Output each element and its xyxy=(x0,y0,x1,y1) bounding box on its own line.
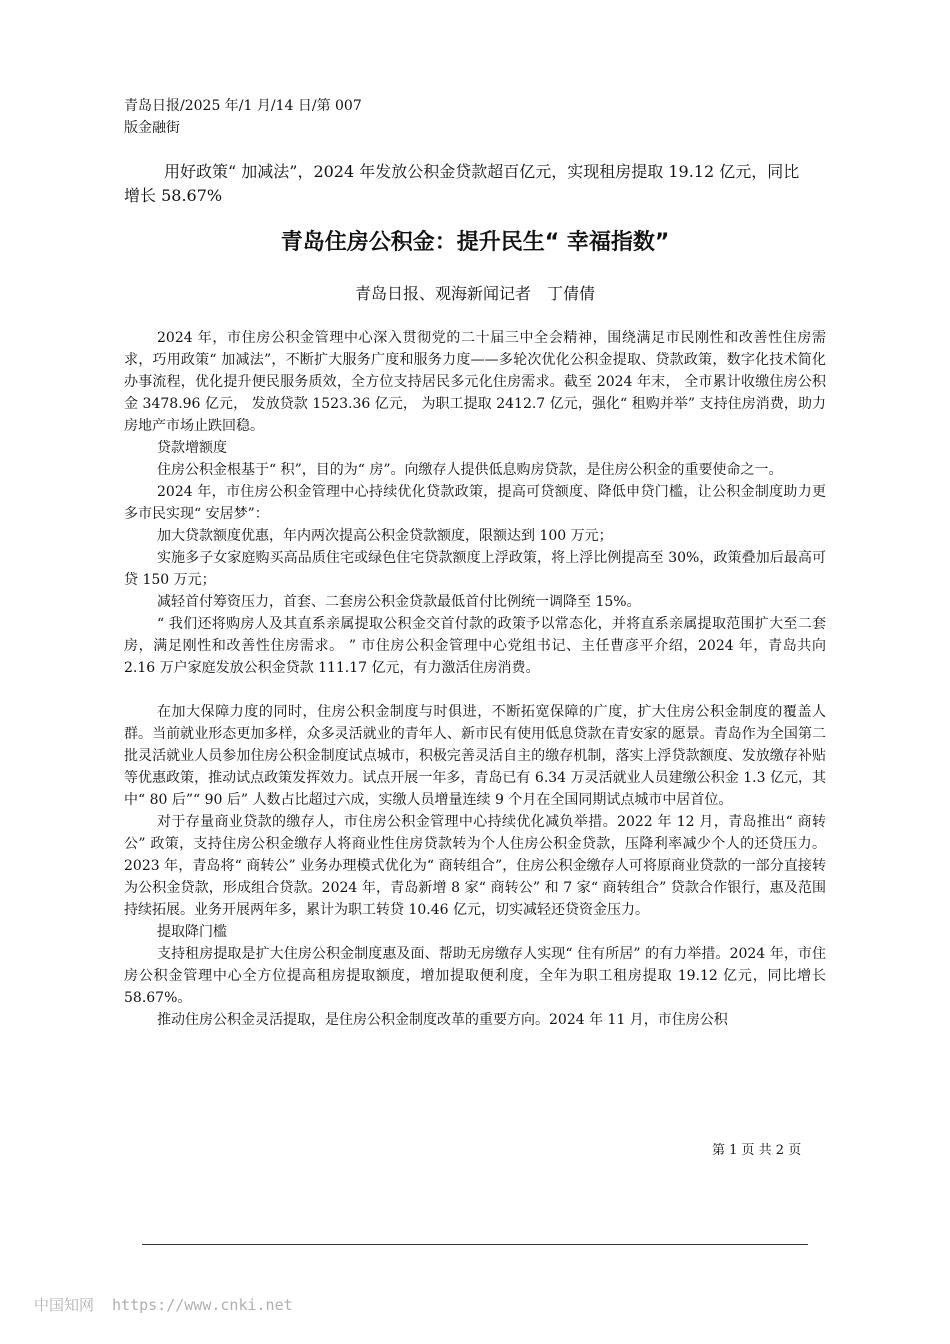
paragraph: 加大贷款额度优惠，年内两次提高公积金贷款额度，限额达到 100 万元； xyxy=(157,528,613,544)
paragraph: 支持租房提取是扩大住房公积金制度惠及面、帮助无房缴存人实现“ 住有所居” 的有力举措。2024 年，市住房公积金管理中心全方位提高租房提取额度，增加提取便利度，全年为职工租房提取 19.12 亿元，同比增长 58.67%。 xyxy=(124,946,826,1006)
page-number: 第 1 页 共 2 页 xyxy=(712,1143,802,1158)
section-heading: 提取降门槛 xyxy=(157,924,227,940)
article-body xyxy=(124,327,826,1031)
paragraph: 推动住房公积金灵活提取，是住房公积金制度改革的重要方向。2024 年 11 月，市住房公积 xyxy=(157,1012,728,1028)
paragraph: 减轻首付筹资压力，首套、二套房公积金贷款最低首付比例统一调降至 15%。 xyxy=(157,594,641,610)
paragraph: 对于存量商业贷款的缴存人，市住房公积金管理中心持续优化减负举措。2022 年 12 月，青岛推出“ 商转公” 政策，支持住房公积金缴存人将商业性住房贷款转为个人住房公积金贷款，压降利率减少个人的还贷压力。2023 年，青岛将“ 商转公” 业务办理模式优化为“ 商转组合”，住房公积金缴存人可将原商业贷款的一部分直接转为公积金贷款，形成组合贷款。2024 年，青岛新增 8 家“ 商转公” 和 7 家“ 商转组合” 贷款合作银行，惠及范围持续拓展。业务开展两年多，累计为职工转贷 10.46 亿元，切实减轻还贷资金压力。 xyxy=(124,814,826,918)
source-info xyxy=(124,95,362,139)
paragraph: 2024 年，市住房公积金管理中心深入贯彻党的二十届三中全会精神，围绕满足市民刚性和改善性住房需求，巧用政策“ 加减法”，不断扩大服务广度和服务力度——多轮次优化公积金提取、贷款政策，数字化技术简化办事流程，优化提升便民服务质效，全方位支持居民多元化住房需求。截至 2024 年末， 全市累计收缴住房公积金 3478.96 亿元， 发放贷款 1523.36 亿元， 为职工提取 2412.7 亿元，强化“ 租购并举” 支持住房消费，助力房地产市场止跌回稳。 xyxy=(124,330,826,434)
source-line: 青岛日报/2025 年/1 月/14 日/第 007 xyxy=(124,98,362,114)
article-title: 青岛住房公积金：提升民生“ 幸福指数” xyxy=(280,230,670,255)
cnki-brand: 中国知网 xyxy=(34,1296,95,1314)
section-line: 版金融街 xyxy=(124,120,180,136)
footer-divider xyxy=(142,1244,808,1245)
paragraph: 2024 年，市住房公积金管理中心持续优化贷款政策，提高可贷额度、降低申贷门槛，让公积金制度助力更多市民实现“ 安居梦”： xyxy=(124,484,826,522)
watermark-footer xyxy=(34,1294,293,1316)
section-heading: 贷款增额度 xyxy=(157,440,227,456)
paragraph: “ 我们还将购房人及其直系亲属提取公积金交首付款的政策予以常态化，并将直系亲属提取范围扩大至二套房，满足刚性和改善性住房需求。 ” 市住房公积金管理中心党组书记、主任曹彦平介绍，2024 年，青岛共向 2.16 万户家庭发放公积金贷款 111.17 亿元，有力激活住房消费。 xyxy=(124,616,826,676)
paragraph: 在加大保障力度的同时，住房公积金制度与时俱进，不断拓宽保障的广度，扩大住房公积金制度的覆盖人群。当前就业形态更加多样，众多灵活就业的青年人、新市民有使用低息贷款在青安家的愿景。青岛作为全国第二批灵活就业人员参加住房公积金制度试点城市，积极完善灵活自主的缴存机制，落实上浮贷款额度、发放缴存补贴等优惠政策，推动试点政策发挥效力。试点开展一年多，青岛已有 6.34 万灵活就业人员建缴公积金 1.3 亿元，其中“ 80 后”“ 90 后” 人数占比超过六成，实缴人员增量连续 9 个月在全国同期试点城市中居首位。 xyxy=(124,704,826,808)
paragraph: 住房公积金根基于“ 积”，目的为“ 房”。向缴存人提供低息购房贷款，是住房公积金的重要使命之一。 xyxy=(157,462,783,478)
cnki-url[interactable]: https://www.cnki.net xyxy=(112,1296,293,1314)
article-author: 青岛日报、观海新闻记者 丁倩倩 xyxy=(354,284,595,303)
article-subtitle: 用好政策“ 加减法”，2024 年发放公积金贷款超百亿元，实现租房提取 19.12 亿元，同比增长 58.67% xyxy=(124,162,800,205)
paragraph: 实施多子女家庭购买高品质住宅或绿色住宅贷款额度上浮政策，将上浮比例提高至 30%，政策叠加后最高可贷 150 万元； xyxy=(124,550,826,588)
